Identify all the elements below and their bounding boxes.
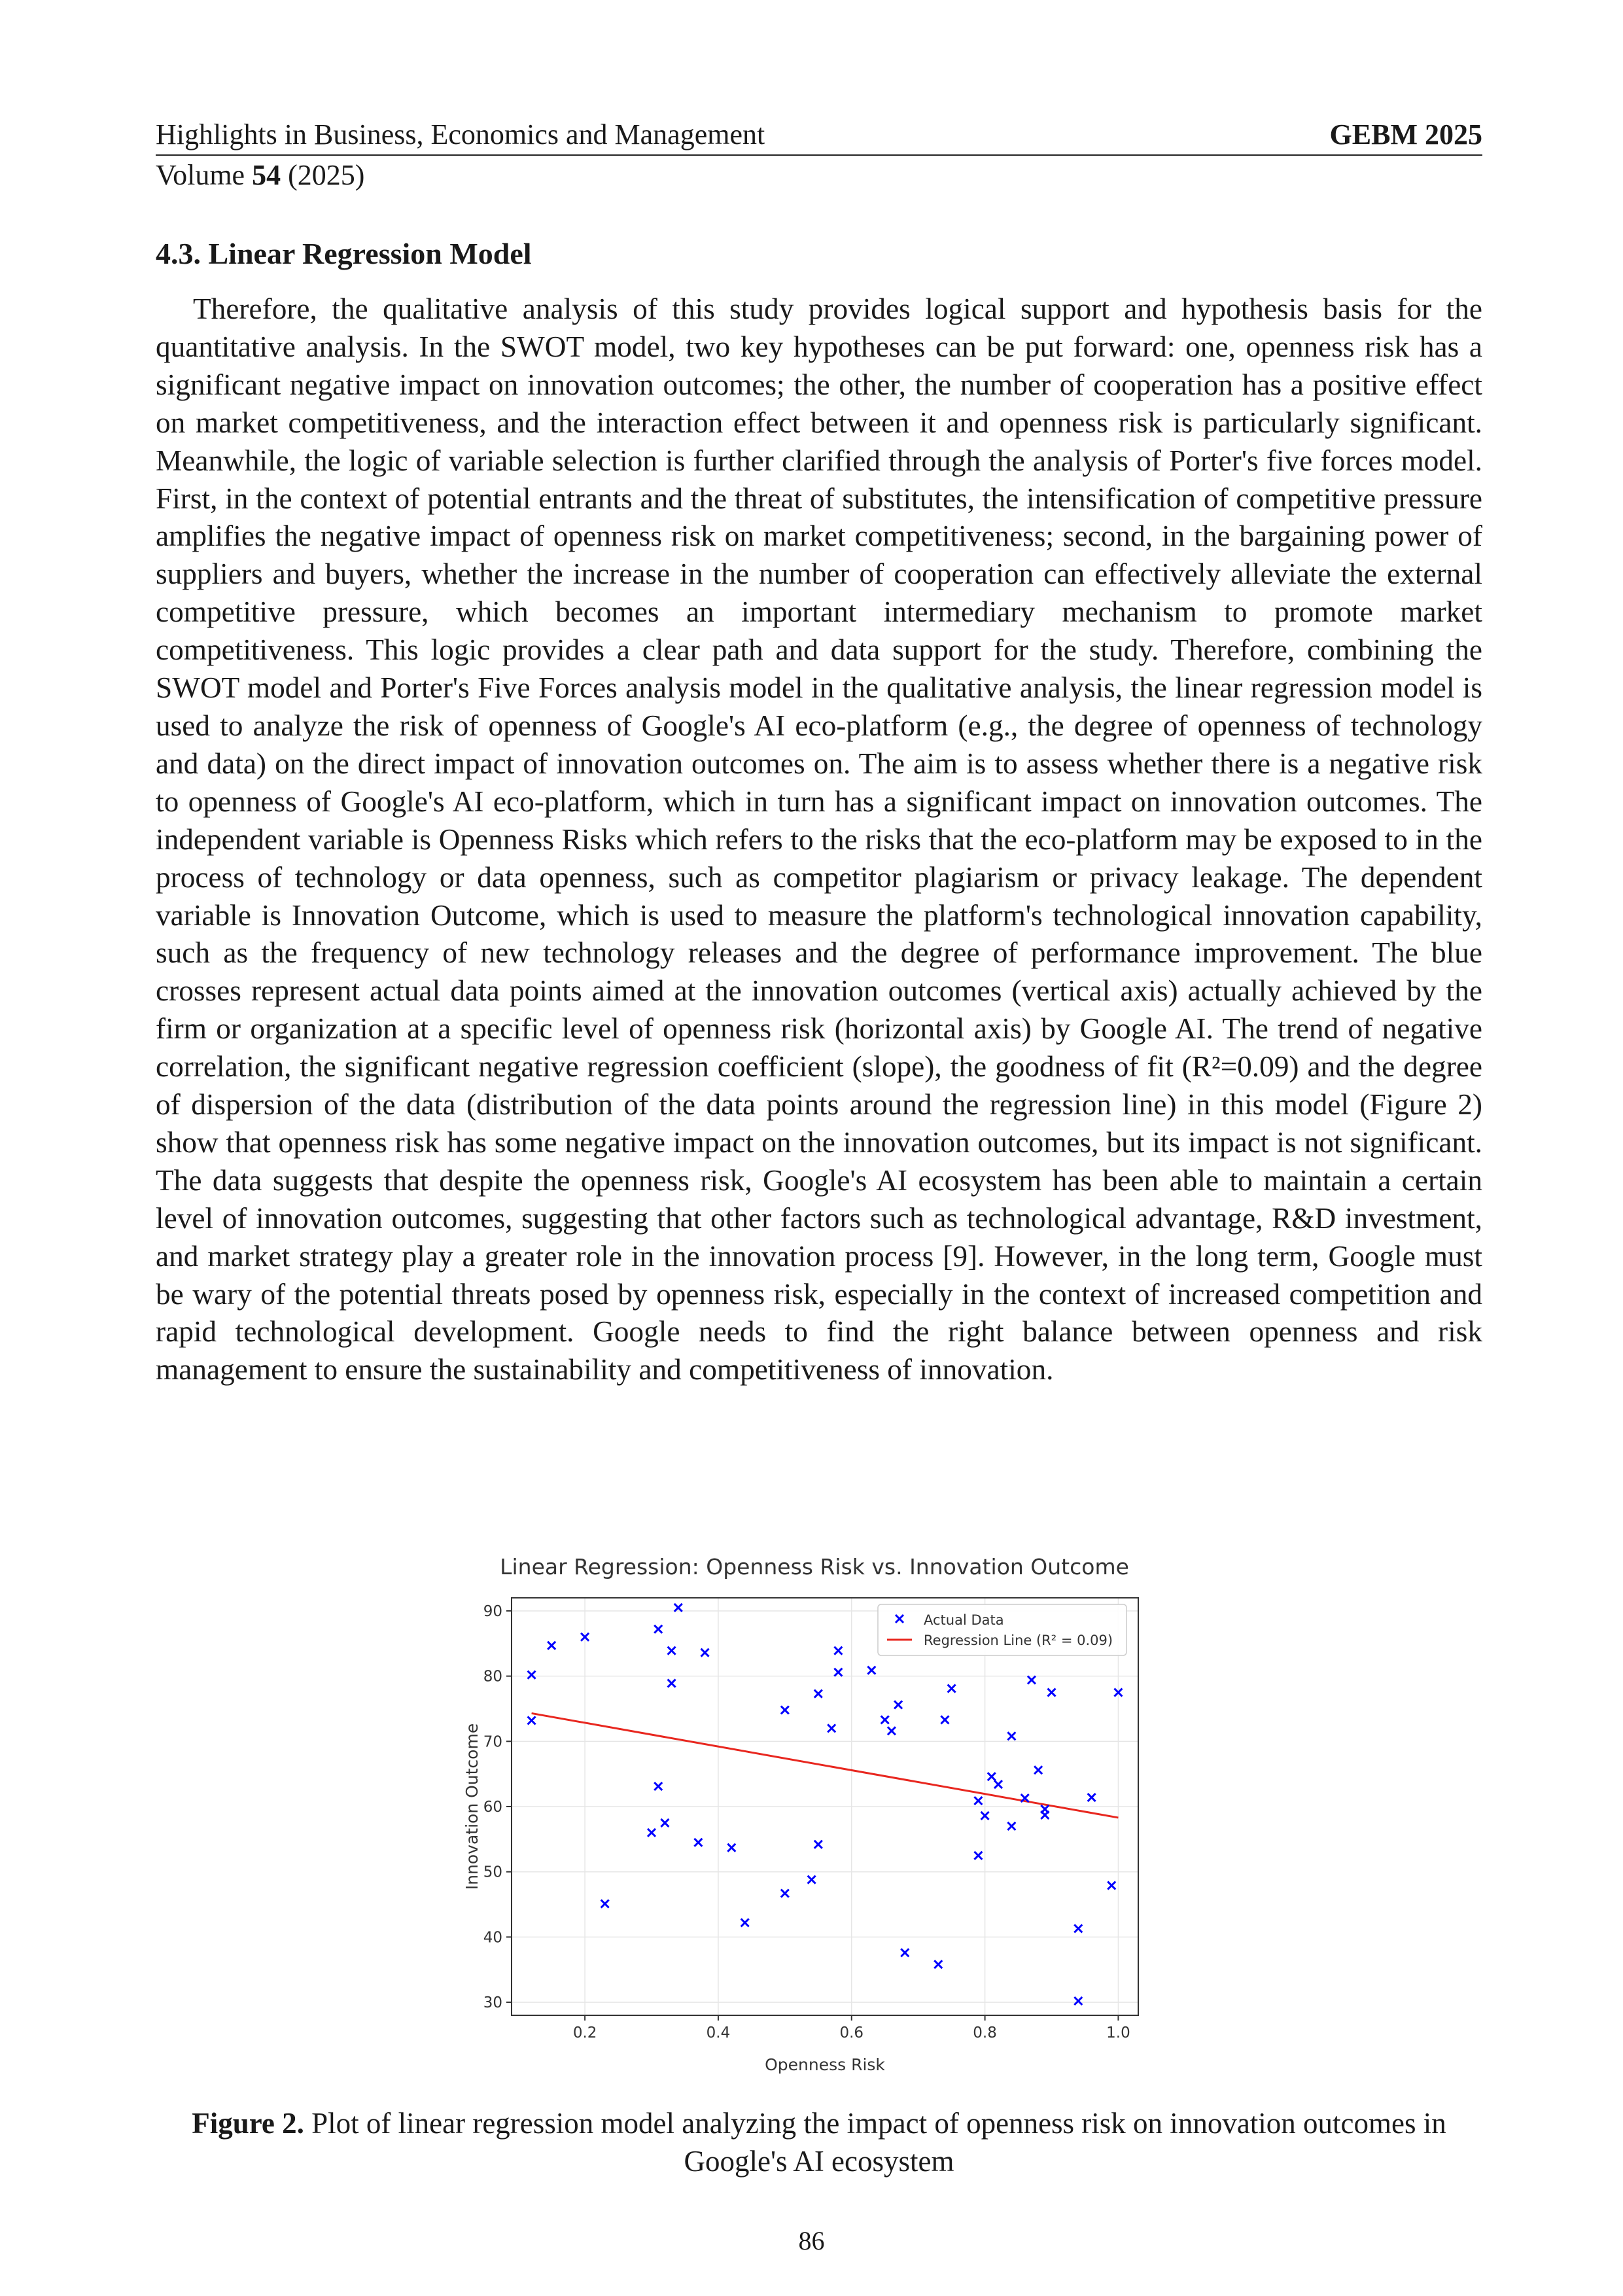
header-rule (156, 154, 1482, 156)
volume-year: (2025) (281, 159, 365, 191)
figure-2 (458, 1552, 1171, 2082)
data-point (528, 1716, 536, 1724)
legend (878, 1604, 1126, 1655)
data-point (834, 1669, 842, 1676)
conference-label: GEBM 2025 (1329, 118, 1482, 150)
y-tick-label: 90 (483, 1602, 502, 1620)
data-point (808, 1876, 816, 1884)
x-axis-label: Openness Risk (765, 2055, 885, 2074)
section-title: 4.3. Linear Regression Model (156, 237, 532, 270)
data-point (548, 1642, 555, 1650)
data-point (648, 1829, 655, 1837)
y-tick-label: 30 (483, 1994, 502, 2012)
header-row (156, 118, 1482, 152)
legend-label-actual: Actual Data (924, 1612, 1004, 1628)
data-point (1088, 1793, 1096, 1801)
data-point (1034, 1766, 1042, 1774)
figure-caption (156, 2104, 1482, 2180)
data-point (828, 1724, 835, 1732)
page-number: 86 (798, 2226, 825, 2255)
y-axis-label: Innovation Outcome (462, 1723, 481, 1890)
regression-line (532, 1713, 1119, 1818)
data-point (1074, 1997, 1082, 2005)
data-point (894, 1701, 902, 1708)
data-point (994, 1780, 1002, 1788)
body-paragraph: Therefore, the qualitative analysis of this study provides logical support and hypothesis basis for the quantitative analysis. In the SWOT model, two key hypotheses can be put forward: one, openness risk has a significant negative impact on innovation outcomes; the other, the number of cooperation has a positive effect on market competitiveness, and the interaction effect between it and openness risk is particularly significant. Meanwhile, the logic of variable selection is further clarified through the analysis of Porter's five forces model. First, in the context of potential entrants and the threat of substitutes, the intensification of competitive pressure amplifies the negative impact of openness risk on market competitiveness; second, in the bargaining power of suppliers and buyers, whether the increase in the number of cooperation can effectively alleviate the external competitive pressure, which becomes an important intermediary mechanism to promote market competitiveness. This logic provides a clear path and data support for the study. Therefore, combining the SWOT model and Porter's Five Forces analysis model in the qualitative analysis, the linear regression model is used to analyze the risk of openness of Google's AI eco-platform (e.g., the degree of openness of technology and data) on the direct impact of innovation outcomes on. The aim is to assess whether there is a negative risk to openness of Google's AI eco-platform, which in turn has a significant impact on innovation outcomes. The independent variable is Openness Risks which refers to the risks that the eco-platform may be exposed to in the process of technology or data openness, such as competitor plagiarism or privacy leakage. The dependent variable is Innovation Outcome, which is used to measure the platform's technological innovation capability, such as the frequency of new technology releases and the degree of performance improvement. The blue crosses represent actual data points aimed at the innovation outcomes (vertical axis) actually achieved by the firm or organization at a specific level of openness risk (horizontal axis) by Google AI. The trend of negative correlation, the significant negative regression coefficient (slope), the goodness of fit (R²=0.09) and the degree of dispersion of the data (distribution of the data points around the regression line) in this model (Figure 2) show that openness risk has some negative impact on the innovation outcomes, but its impact is not significant. The data suggests that despite the openness risk, Google's AI ecosystem has been able to maintain a certain level of innovation outcomes, suggesting that other factors such as technological advantage, R&D investment, and market strategy play a greater role in the innovation process [9]. However, in the long term, Google must be wary of the potential threats posed by openness risk, especially in the context of increased competition and rapid technological development. Google needs to find the right balance between openness and risk management to ensure the sustainability and competitiveness of innovation. (156, 292, 1482, 1386)
point-layer (528, 1604, 1123, 2005)
data-point (1007, 1732, 1015, 1740)
data-point (1041, 1811, 1049, 1819)
data-point (1108, 1882, 1115, 1890)
journal-title: Highlights in Business, Economics and Management (156, 118, 765, 150)
data-point (1074, 1924, 1082, 1932)
grid-layer (512, 1598, 1138, 2015)
data-point (1007, 1822, 1015, 1830)
volume-line (156, 157, 1482, 194)
data-point (974, 1797, 982, 1805)
data-point (654, 1782, 662, 1790)
data-point (888, 1727, 896, 1735)
caption-text: Plot of linear regression model analyzing the impact of openness risk on innovation outcomes in Google's AI ecosystem (304, 2107, 1446, 2178)
x-tick-label: 0.8 (973, 2024, 997, 2041)
data-point (881, 1716, 889, 1723)
x-tick-label: 1.0 (1106, 2024, 1130, 2041)
x-tick-label: 0.2 (572, 2024, 597, 2041)
data-point (668, 1680, 676, 1687)
data-point (674, 1604, 682, 1612)
data-point (1028, 1676, 1036, 1684)
data-point (834, 1647, 842, 1655)
y-tick-label: 40 (483, 1929, 502, 1947)
chart-title: Linear Regression: Openness Risk vs. Innovation Outcome (500, 1554, 1129, 1580)
caption-label: Figure 2. (192, 2107, 304, 2140)
data-point (901, 1949, 909, 1956)
data-point (694, 1839, 702, 1846)
data-point (974, 1852, 982, 1860)
data-point (701, 1649, 709, 1657)
data-point (741, 1918, 749, 1926)
data-point (814, 1841, 822, 1848)
y-tick-label: 60 (483, 1799, 502, 1816)
x-tick-label: 0.6 (839, 2024, 864, 2041)
volume-label: Volume (156, 159, 253, 191)
tick-layer (483, 1603, 1130, 2041)
data-point (934, 1960, 942, 1968)
data-point (668, 1647, 676, 1655)
regression-chart (458, 1552, 1171, 2082)
data-point (528, 1671, 536, 1679)
volume-number: 54 (252, 159, 281, 191)
data-point (654, 1625, 662, 1633)
running-header (156, 118, 1482, 194)
data-point (601, 1900, 609, 1908)
data-point (988, 1773, 996, 1780)
data-point (727, 1844, 735, 1852)
legend-label-regression: Regression Line (R² = 0.09) (924, 1633, 1113, 1648)
data-point (781, 1706, 789, 1714)
y-tick-label: 50 (483, 1863, 502, 1881)
x-tick-label: 0.4 (706, 2024, 731, 2041)
data-point (781, 1890, 789, 1898)
y-tick-label: 70 (483, 1733, 502, 1751)
data-point (1048, 1689, 1056, 1697)
data-point (814, 1690, 822, 1698)
data-point (948, 1685, 956, 1693)
data-point (941, 1716, 949, 1723)
data-point (867, 1667, 875, 1674)
y-tick-label: 80 (483, 1668, 502, 1686)
data-point (661, 1819, 669, 1827)
